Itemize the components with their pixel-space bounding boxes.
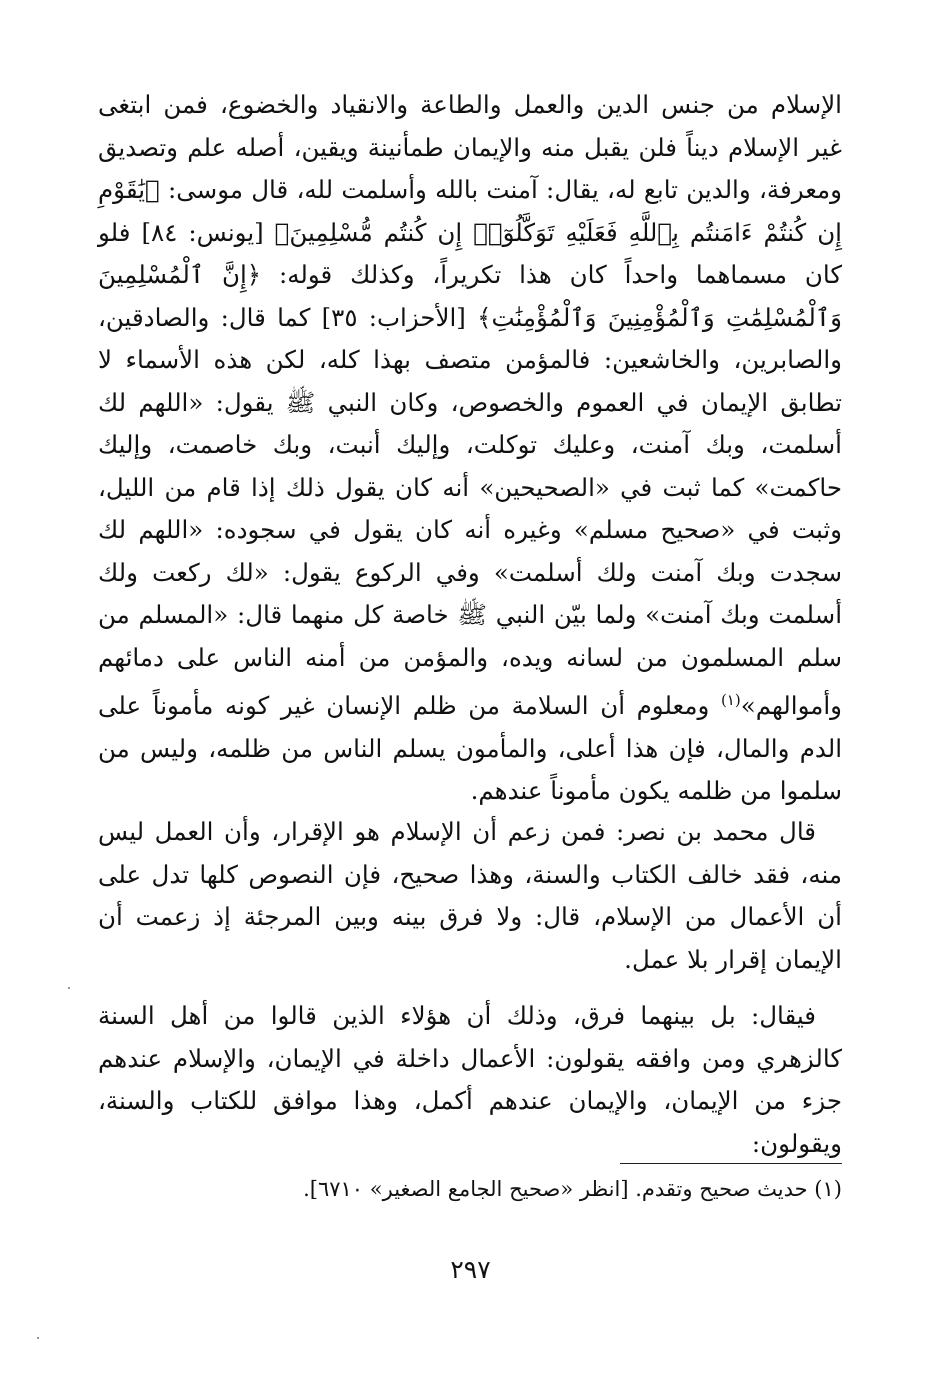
- paragraph-1-text: الإسلام من جنس الدين والعمل والطاعة والانقياد والخضوع، فمن ابتغى غير الإسلام ديناً فلن يقبل منه والإيمان طمأنينة ويقين، أصله علم وتصديق ومعرفة، والدين تابع له، يقال: آمنت بالله وأسلمت لله، قال موسى: ﴿يَٰقَوْمِ إِن كُنتُمْ ءَامَنتُم بِٱللَّهِ فَعَلَيْهِ تَوَكَّلُوٓا۟ إِن كُنتُم مُّسْلِمِينَ﴾ [يونس: ٨٤] فلو كان مسماهما واحداً كان هذا تكريراً، وكذلك قوله: ﴿إِنَّ ٱلْمُسْلِمِينَ وَٱلْمُسْلِمَٰتِ وَٱلْمُؤْمِنِينَ وَٱلْمُؤْمِنَٰتِ﴾ [الأحزاب: ٣٥] كما قال: والصادقين، والصابرين، والخاشعين: فالمؤمن متصف بهذا كله، لكن هذه الأسماء لا تطابق الإيمان في العموم والخصوص، وكان النبي ﷺ يقول: «اللهم لك أسلمت، وبك آمنت، وعليك توكلت، وإليك أنبت، وبك خاصمت، وإليك حاكمت» كما ثبت في «الصحيحين» أنه كان يقول ذلك إذا قام من الليل، وثبت في «صحيح مسلم» وغيره أنه كان يقول في سجوده: «اللهم لك سجدت وبك آمنت ولك أسلمت» وفي الركوع يقول: «لك ركعت ولك أسلمت وبك آمنت» ولما بيّن النبي ﷺ خاصة كل منهما قال: «المسلم من سلم المسلمون من لسانه ويده، والمؤمن من أمنه الناس على دمائهم وأموالهم»: [98, 90, 842, 721]
- scan-speck: [37, 1337, 39, 1339]
- paragraph-1: [98, 84, 842, 813]
- paragraph-2: [98, 811, 842, 981]
- paragraph-3: [98, 995, 842, 1165]
- footnote: (١) حديث صحيح وتقدم. [انظر «صحيح الجامع الصغير» ٦٧١٠].: [303, 1177, 842, 1201]
- paragraph-2-text: قال محمد بن نصر: فمن زعم أن الإسلام هو الإقرار، وأن العمل ليس منه، فقد خالف الكتاب والسنة، وهذا صحيح، فإن النصوص كلها تدل على أن الأعمال من الإسلام، قال: ولا فرق بينه وبين المرجئة إذ زعمت أن الإيمان إقرار بلا عمل.: [98, 817, 842, 974]
- footnote-reference: (١): [720, 691, 741, 709]
- paragraph-3-text: فيقال: بل بينهما فرق، وذلك أن هؤلاء الذين قالوا من أهل السنة كالزهري ومن وافقه يقولون: الأعمال داخلة في الإيمان، والإسلام عندهم جزء من الإيمان، والإيمان عندهم أكمل، وهذا موافق للكتاب والسنة، ويقولون:: [98, 1001, 842, 1158]
- page-number: ٢٩٧: [450, 1255, 491, 1284]
- paragraph-1-tail: ومعلوم أن السلامة من ظلم الإنسان غير كونه مأموناً على الدم والمال، فإن هذا أعلى، والمأمون يسلم الناس من ظلمه، وليس من سلموا من ظلمه يكون مأموناً عندهم.: [98, 691, 842, 806]
- scan-speck: [68, 987, 70, 989]
- footnote-divider: [620, 1163, 842, 1164]
